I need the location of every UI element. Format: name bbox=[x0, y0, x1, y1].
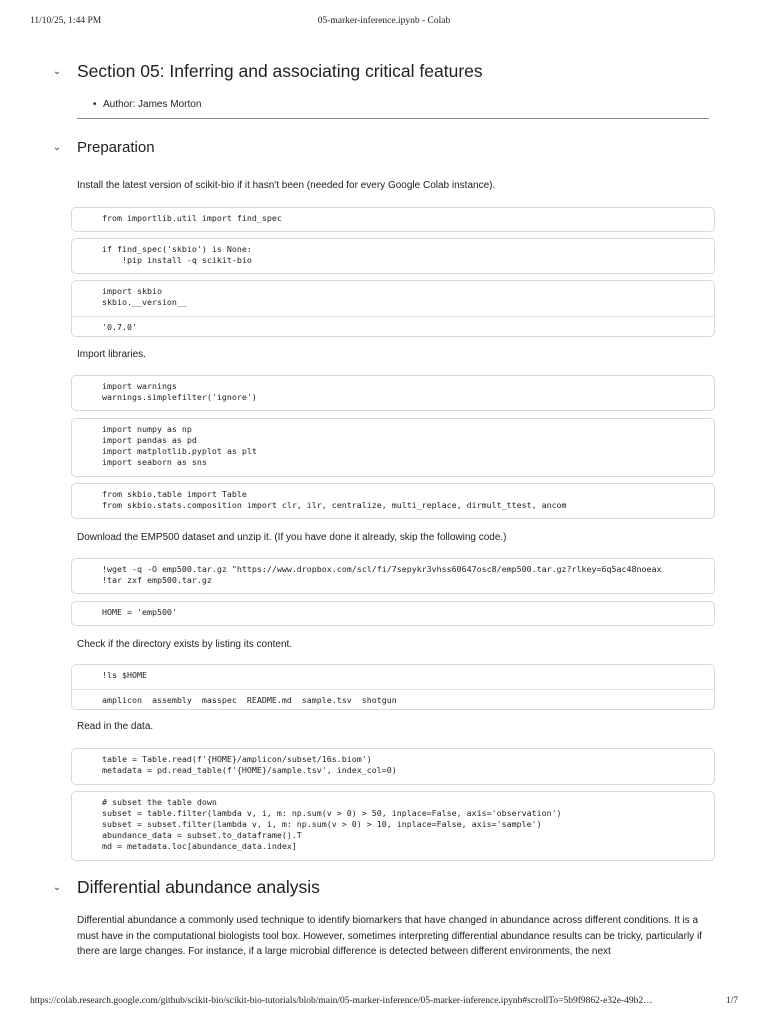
cell-output: amplicon assembly masspec README.md sample.tsv shotgun bbox=[72, 689, 714, 709]
code-cell[interactable] bbox=[71, 280, 715, 337]
diff-text: Differential abundance a commonly used technique to identify biomarkers that have changed in abundance across different conditions. It is a must have in the computational biologists tool box. However, sometimes interpreting differential abundance results can be tricky, particularly if there are large changes. For instance, if a large microbial difference is detected between different environments, the next bbox=[77, 915, 702, 957]
print-footer bbox=[30, 996, 738, 1010]
print-url: https://colab.research.google.com/github/scikit-bio/scikit-bio-tutorials/blob/main/05-marker-inference/05-marker-inference.ipynb#scrollTo=5b9f9862-e32e-49b2… bbox=[30, 996, 653, 1006]
install-text: Install the latest version of scikit-bio if it hasn't been (needed for every Google Colab instance). bbox=[77, 180, 496, 191]
code-cell[interactable] bbox=[71, 375, 715, 411]
cell-output: '0.7.0' bbox=[72, 316, 714, 336]
code-cell[interactable] bbox=[71, 791, 715, 861]
read-text: Read in the data. bbox=[77, 721, 154, 732]
chevron-down-icon[interactable]: ⌄ bbox=[52, 882, 62, 893]
author-bullet: • Author: James Morton bbox=[103, 99, 201, 110]
code-text[interactable]: from skbio.table import Table from skbio.stats.composition import clr, ilr, centralize, multi_replace, dirmult_ttest, ancom bbox=[102, 489, 567, 510]
code-cell[interactable] bbox=[71, 483, 715, 519]
code-cell[interactable] bbox=[71, 238, 715, 274]
code-cell[interactable] bbox=[71, 601, 715, 626]
divider bbox=[77, 118, 709, 119]
preparation-heading bbox=[50, 139, 155, 156]
diff-heading bbox=[50, 877, 320, 898]
import-text: Import libraries. bbox=[77, 349, 146, 360]
code-text[interactable]: HOME = 'emp500' bbox=[102, 607, 177, 617]
code-cell[interactable] bbox=[71, 207, 715, 232]
page-number: 1/7 bbox=[725, 996, 738, 1006]
code-cell[interactable] bbox=[71, 664, 715, 710]
code-text[interactable]: table = Table.read(f'{HOME}/amplicon/subset/16s.biom') metadata = pd.read_table(f'{HOME}/sample.tsv', index_col=0) bbox=[102, 754, 397, 775]
check-text: Check if the directory exists by listing its content. bbox=[77, 639, 293, 650]
code-text[interactable]: !ls $HOME bbox=[102, 670, 147, 680]
chevron-down-icon[interactable]: ⌄ bbox=[52, 142, 62, 153]
code-text[interactable]: from importlib.util import find_spec bbox=[102, 213, 282, 223]
code-text[interactable]: import warnings warnings.simplefilter('ignore') bbox=[102, 381, 257, 402]
code-text[interactable]: import skbio skbio.__version__ bbox=[102, 286, 187, 307]
code-text[interactable]: import numpy as np import pandas as pd import matplotlib.pyplot as plt import seaborn as sns bbox=[102, 424, 257, 467]
code-cell[interactable] bbox=[71, 748, 715, 785]
code-cell[interactable] bbox=[71, 558, 715, 594]
diff-title: Differential abundance analysis bbox=[77, 877, 320, 897]
download-text: Download the EMP500 dataset and unzip it. (If you have done it already, skip the following code.) bbox=[77, 532, 507, 543]
preparation-title: Preparation bbox=[77, 139, 155, 156]
print-title: 05-marker-inference.ipynb - Colab bbox=[317, 16, 451, 26]
code-text[interactable]: !wget -q -O emp500.tar.gz "https://www.dropbox.com/scl/fi/7sepykr3vhss60647osc8/emp500.tar.gz?rlkey=6q5ac48noeax !tar zxf emp500.tar.gz bbox=[102, 564, 662, 585]
print-date: 11/10/25, 1:44 PM bbox=[30, 16, 102, 26]
code-cell[interactable] bbox=[71, 418, 715, 477]
section-heading bbox=[50, 61, 483, 82]
code-text[interactable]: if find_spec('skbio') is None: !pip install -q scikit-bio bbox=[102, 244, 252, 265]
code-text[interactable]: # subset the table down subset = table.filter(lambda v, i, m: np.sum(v > 0) > 50, inplace=False, axis='observation') subset = subset.filter(lambda v, i, m: np.sum(v > 0) > 10, inplace=False, axis='sample') abundance_data = subset.to_dataframe().T md = metadata.loc[abundance_data.index] bbox=[102, 797, 562, 851]
section-title: Section 05: Inferring and associating critical features bbox=[77, 61, 483, 81]
chevron-down-icon[interactable]: ⌄ bbox=[52, 66, 62, 77]
